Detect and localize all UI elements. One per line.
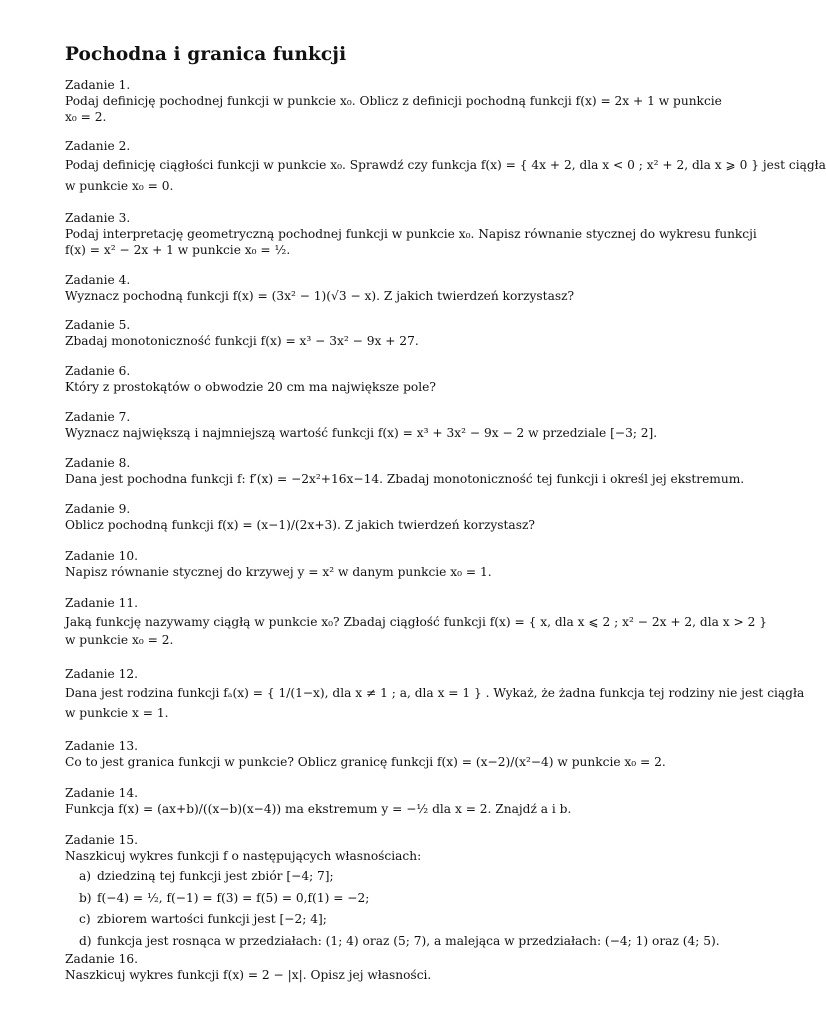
task-heading: Zadanie 6.	[65, 364, 131, 378]
task-text: Co to jest granica funkcji w punkcie? Oblicz granicę funkcji f(x) = (x−2)/(x²−4) w punkcie x₀ = 2.	[65, 755, 666, 769]
task-text: Podaj definicję ciągłości funkcji w punkcie x₀. Sprawdź czy funkcja f(x) = { 4x + 2, dla x < 0 ; x² + 2, dla x ⩾ 0 } jest ciągła	[65, 158, 826, 172]
task-heading: Zadanie 16.	[65, 952, 139, 966]
task-text: Jaką funkcję nazywamy ciągłą w punkcie x₀? Zbadaj ciągłość funkcji f(x) = { x, dla x ⩽ 2 ; x² − 2x + 2, dla x > 2 }	[65, 615, 767, 629]
task-heading: Zadanie 4.	[65, 273, 131, 287]
task-heading: Zadanie 11.	[65, 596, 139, 610]
task-heading: Zadanie 3.	[65, 211, 131, 225]
task-text: Napisz równanie stycznej do krzywej y = x² w danym punkcie x₀ = 1.	[65, 565, 492, 579]
task-10	[65, 548, 665, 580]
task-text: Wyznacz pochodną funkcji f(x) = (3x² − 1)(√3 − x). Z jakich twierdzeń korzystasz?	[65, 289, 575, 303]
list-marker: d)	[79, 933, 92, 948]
page-title: Pochodna i granica funkcji	[65, 44, 347, 65]
list-item	[65, 931, 720, 953]
task-2	[65, 138, 826, 194]
task-11	[65, 595, 767, 648]
task-5	[65, 317, 665, 349]
task-1	[65, 77, 722, 125]
task-heading: Zadanie 12.	[65, 667, 139, 681]
list-item-text: zbiorem wartości funkcji jest [−2; 4];	[97, 912, 327, 926]
task-9	[65, 501, 665, 533]
list-item	[65, 909, 665, 931]
task-3	[65, 210, 757, 258]
task-text: Zbadaj monotoniczność funkcji f(x) = x³ − 3x² − 9x + 27.	[65, 334, 419, 348]
task-heading: Zadanie 14.	[65, 786, 139, 800]
task-4	[65, 272, 665, 304]
list-item	[65, 866, 665, 888]
task-heading: Zadanie 15.	[65, 833, 139, 847]
task-text: Dana jest rodzina funkcji fₐ(x) = { 1/(1−x), dla x ≠ 1 ; a, dla x = 1 } . Wykaż, że żadna funkcja tej rodziny nie jest ciągła	[65, 686, 805, 700]
task-heading: Zadanie 1.	[65, 78, 131, 92]
task-8	[65, 455, 745, 487]
task-text: w punkcie x = 1.	[65, 706, 169, 720]
task-text: Oblicz pochodną funkcji f(x) = (x−1)/(2x+3). Z jakich twierdzeń korzystasz?	[65, 518, 535, 532]
task-16	[65, 951, 665, 983]
property-list	[65, 866, 720, 952]
task-heading: Zadanie 9.	[65, 502, 131, 516]
task-text: Podaj interpretację geometryczną pochodnej funkcji w punkcie x₀. Napisz równanie stycznej do wykresu funkcji	[65, 227, 757, 241]
task-text: Naszkicuj wykres funkcji f(x) = 2 − |x|. Opisz jej własności.	[65, 968, 432, 982]
task-text: Dana jest pochodna funkcji f: f′(x) = −2x²+16x−14. Zbadaj monotoniczność tej funkcji i określ jej ekstremum.	[65, 472, 745, 486]
task-7	[65, 409, 665, 441]
task-text: Naszkicuj wykres funkcji f o następujących własnościach:	[65, 849, 422, 863]
task-heading: Zadanie 2.	[65, 139, 131, 153]
task-heading: Zadanie 5.	[65, 318, 131, 332]
task-heading: Zadanie 13.	[65, 739, 139, 753]
task-text: w punkcie x₀ = 2.	[65, 633, 174, 647]
list-item-text: funkcja jest rosnąca w przedziałach: (1; 4) oraz (5; 7), a malejąca w przedziałach: (−4; 1) oraz (4; 5).	[97, 933, 720, 948]
task-6	[65, 363, 665, 395]
task-heading: Zadanie 8.	[65, 456, 131, 470]
list-marker: b)	[79, 890, 92, 905]
task-14	[65, 785, 665, 817]
list-item	[65, 888, 665, 910]
task-15	[65, 832, 720, 952]
task-text: w punkcie x₀ = 0.	[65, 179, 174, 193]
task-text: Wyznacz największą i najmniejszą wartość funkcji f(x) = x³ + 3x² − 9x − 2 w przedziale [−3; 2].	[65, 426, 658, 440]
task-text: Który z prostokątów o obwodzie 20 cm ma największe pole?	[65, 380, 436, 394]
task-heading: Zadanie 7.	[65, 410, 131, 424]
task-text: x₀ = 2.	[65, 110, 107, 124]
list-marker: c)	[79, 912, 91, 926]
list-item-text: f(−4) = ½, f(−1) = f(3) = f(5) = 0,f(1) = −2;	[97, 890, 370, 905]
list-item-text: dziedziną tej funkcji jest zbiór [−4; 7];	[97, 869, 334, 883]
task-text: f(x) = x² − 2x + 1 w punkcie x₀ = ½.	[65, 243, 291, 257]
task-text: Podaj definicję pochodnej funkcji w punkcie x₀. Oblicz z definicji pochodną funkcji f(x) = 2x + 1 w punkcie	[65, 94, 722, 108]
task-text: Funkcja f(x) = (ax+b)/((x−b)(x−4)) ma ekstremum y = −½ dla x = 2. Znajdź a i b.	[65, 802, 572, 816]
task-13	[65, 738, 665, 770]
task-12	[65, 666, 805, 721]
task-heading: Zadanie 10.	[65, 549, 139, 563]
list-marker: a)	[79, 869, 92, 883]
